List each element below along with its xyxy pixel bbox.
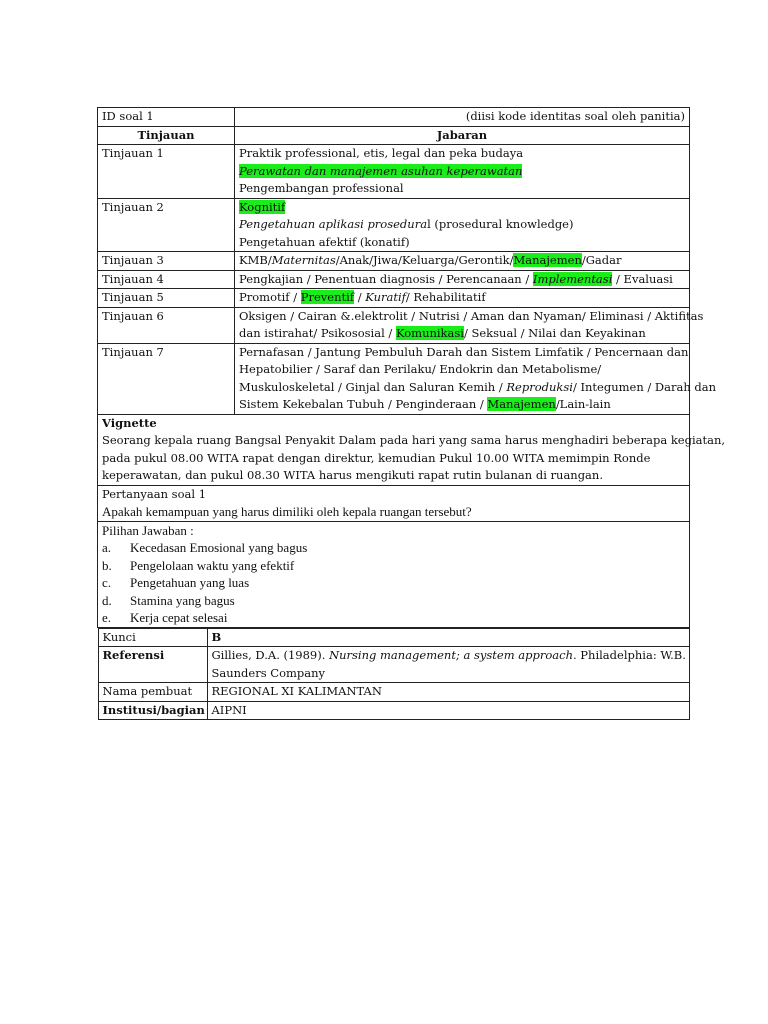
tinjauan-7-label: Tinjauan 7 [98, 343, 235, 414]
choice-text: Pengelolaan waktu yang efektif [130, 557, 295, 573]
header-row [98, 126, 690, 145]
tinjauan-7-content [235, 343, 717, 414]
vignette-cell [98, 414, 726, 485]
tinjauan-4-content [235, 270, 690, 289]
tinjauan-1-label: Tinjauan 1 [98, 145, 235, 199]
tinjauan-7-part-3a: Muskuloskeletal / Ginjal dan Saluran Kemih / [239, 379, 507, 394]
pembuat-value: REGIONAL XI KALIMANTAN [207, 683, 689, 702]
tinjauan-6-part-c: / Seksual / Nilai dan Keyakinan [463, 326, 646, 340]
referensi-part-a: Gillies, D.A. (1989). [211, 648, 330, 662]
tinjauan-5-part-a: Promotif / [239, 290, 301, 304]
tinjauan-3-part-e: /Gadar [581, 253, 622, 267]
tinjauan-5-label: Tinjauan 5 [98, 289, 235, 308]
id-label: ID soal 1 [98, 108, 235, 127]
pembuat-row [98, 683, 689, 702]
question-row [98, 485, 690, 521]
tinjauan-4-label: Tinjauan 4 [98, 270, 235, 289]
tinjauan-7-part-4a: Sistem Kekebalan Tubuh / Penginderaan / [239, 397, 488, 411]
id-note: (diisi kode identitas soal oleh panitia) [235, 108, 690, 127]
choice-c [102, 574, 685, 592]
tinjauan-6-part-a: dan istirahat/ Psikososial / [239, 326, 396, 340]
choice-letter: e. [102, 610, 112, 625]
referensi-publisher: Saunders Company [211, 665, 326, 680]
tinjauan-2-line-3: Pengetahuan afektif (konatif) [239, 234, 410, 249]
referensi-title: Nursing management; a system approach [329, 648, 573, 662]
choice-letter: b. [102, 557, 112, 573]
tinjauan-2-content [235, 198, 690, 252]
choice-text: Pengetahuan yang luas [130, 575, 250, 590]
tinjauan-3-content [235, 252, 690, 271]
tinjauan-7-line-1: Pernafasan / Jantung Pembuluh Darah dan Sistem Limfatik / Pencernaan dan [239, 344, 689, 359]
tinjauan-7-part-4c: /Lain-lain [555, 397, 611, 411]
tinjauan-7-highlight: Manajemen [487, 397, 556, 411]
footer-cell [98, 627, 690, 720]
choices-cell [98, 521, 690, 627]
choice-d [102, 592, 685, 610]
choice-letter: a. [102, 540, 112, 555]
tinjauan-1-line-1: Praktik professional, etis, legal dan peka budaya [239, 146, 524, 160]
vignette-line-3: keperawatan, dan pukul 08.30 WITA harus mengikuti rapat rutin bulanan di ruangan. [102, 468, 603, 482]
tinjauan-1-line-3: Pengembangan professional [239, 181, 404, 195]
tinjauan-4-part-a: Pengkajian / Penentuan diagnosis / Perencanaan / [239, 271, 533, 286]
tinjauan-5-highlight: Preventif [300, 290, 355, 304]
referensi-part-c: . Philadelphia: W.B. [573, 648, 686, 662]
tinjauan-1-highlight: Perawatan dan manajemen asuhan keperawatan [239, 163, 523, 178]
tinjauan-4-part-c: / Evaluasi [612, 271, 673, 286]
question-title: Pertanyaan soal 1 [102, 486, 207, 501]
tinjauan-3-label: Tinjauan 3 [98, 252, 235, 271]
tinjauan-7-part-3c: / Integumen / Darah dan [572, 379, 717, 394]
kunci-label: Kunci [98, 628, 207, 647]
tinjauan-2-label: Tinjauan 2 [98, 198, 235, 252]
tinjauan-5-row [98, 289, 690, 308]
referensi-label: Referensi [98, 647, 207, 683]
tinjauan-3-part-a: KMB/ [239, 253, 272, 267]
vignette-title: Vignette [102, 415, 157, 430]
tinjauan-6-label: Tinjauan 6 [98, 307, 235, 343]
tinjauan-1-row [98, 145, 690, 199]
tinjauan-2-line-2b: l (prosedural knowledge) [427, 217, 574, 231]
tinjauan-5-part-c: / [354, 290, 366, 304]
choice-letter: d. [102, 592, 112, 608]
tinjauan-5-part-d: Kuratif [365, 290, 406, 304]
tinjauan-2-highlight: Kognitif [239, 199, 286, 214]
question-cell [98, 485, 690, 521]
tinjauan-5-part-e: / Rehabilitatif [405, 290, 486, 304]
choice-e [102, 609, 685, 627]
tinjauan-7-row [98, 343, 690, 414]
vignette-line-2: pada pukul 08.00 WITA rapat dengan direktur, kemudian Pukul 10.00 WITA memimpin Ronde [102, 450, 651, 465]
institusi-value: AIPNI [207, 701, 689, 720]
tinjauan-7-line-2: Hepatobilier / Saraf dan Perilaku/ Endokrin dan Metabolisme/ [239, 362, 602, 376]
footer-rows [98, 627, 690, 720]
institusi-row [98, 701, 689, 720]
choice-letter: c. [102, 575, 112, 590]
choices-title: Pilihan Jawaban : [102, 522, 194, 538]
tinjauan-6-row [98, 307, 690, 343]
header-tinjauan: Tinjauan [98, 126, 235, 145]
tinjauan-3-part-b: Maternitas [271, 253, 336, 267]
choice-text: Kerja cepat selesai [130, 610, 228, 625]
tinjauan-6-content [235, 307, 704, 343]
tinjauan-4-highlight: Implementasi [532, 271, 613, 286]
header-jabaran: Jabaran [235, 126, 690, 145]
vignette-row [98, 414, 690, 485]
choices-row [98, 521, 690, 627]
tinjauan-2-row [98, 198, 690, 252]
id-row [98, 108, 690, 127]
institusi-label: Institusi/bagian [98, 701, 207, 720]
vignette-line-1: Seorang kepala ruang Bangsal Penyakit Dalam pada hari yang sama harus menghadiri beberapa kegiatan, [102, 433, 726, 447]
referensi-row [98, 647, 689, 683]
question-sheet-table [97, 107, 726, 720]
choice-text: Stamina yang bagus [130, 592, 235, 608]
kunci-row [98, 628, 689, 647]
referensi-value [207, 647, 689, 683]
tinjauan-3-row [98, 252, 690, 271]
question-text: Apakah kemampuan yang harus dimiliki oleh kepala ruangan tersebut? [102, 504, 472, 519]
tinjauan-3-part-c: /Anak/Jiwa/Keluarga/Gerontik/ [335, 253, 514, 267]
pembuat-label: Nama pembuat [98, 683, 207, 702]
choice-b [102, 557, 685, 575]
choice-text: Kecedasan Emosional yang bagus [130, 540, 308, 555]
tinjauan-1-content [235, 145, 690, 199]
kunci-value: B [207, 628, 689, 647]
tinjauan-5-content [235, 289, 690, 308]
footer-table [98, 628, 690, 721]
tinjauan-6-line-1: Oksigen / Cairan &.elektrolit / Nutrisi / Aman dan Nyaman/ Eliminasi / Aktifitas [239, 308, 704, 323]
tinjauan-3-highlight: Manajemen [513, 253, 582, 267]
choice-a [102, 539, 685, 557]
tinjauan-7-part-3b: Reproduksi [506, 379, 573, 394]
tinjauan-4-row [98, 270, 690, 289]
tinjauan-2-line-2a: Pengetahuan aplikasi prosedura [239, 217, 428, 231]
tinjauan-6-highlight: Komunikasi [395, 326, 464, 340]
